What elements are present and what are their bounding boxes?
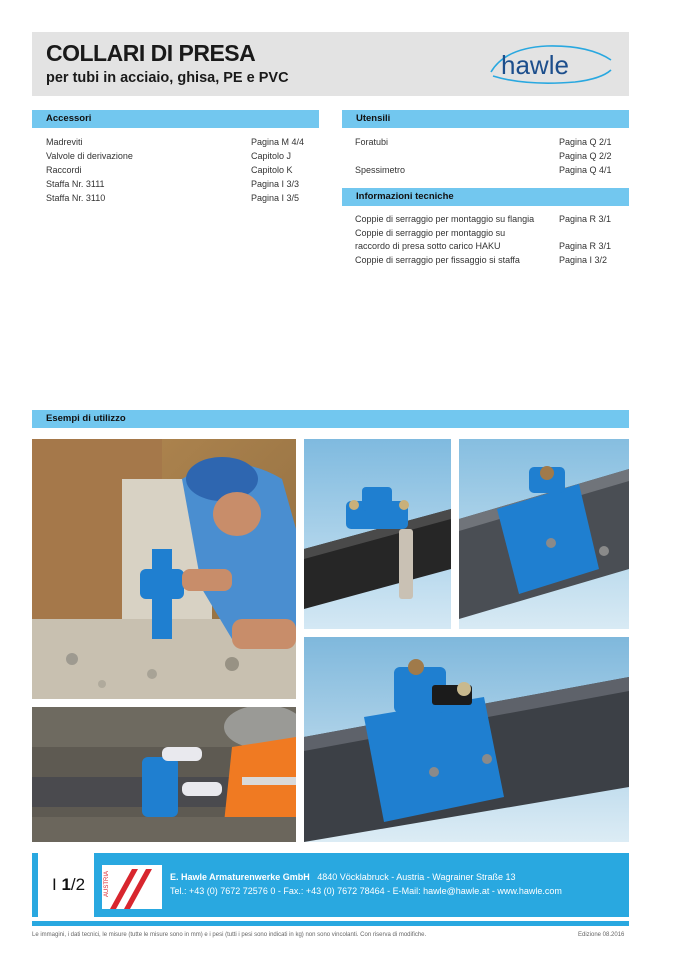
page-subtitle: per tubi in acciaio, ghisa, PE e PVC (46, 70, 289, 86)
utensili-ref-1: Pagina Q 2/2 (559, 151, 612, 161)
accessori-ref-0: Pagina M 4/4 (251, 137, 305, 147)
info-ref-0: Pagina R 3/1 (559, 214, 612, 224)
info-label-1: Coppie di serraggio per montaggio su (355, 228, 506, 238)
photo-trench-installation (32, 439, 296, 699)
info-label-2: raccordo di presa sotto carico HAKU (355, 241, 501, 251)
page-number-box (32, 853, 94, 917)
info-ref-3: Pagina I 3/2 (559, 255, 608, 265)
accessori-ref-2: Capitolo K (251, 165, 293, 175)
info-label-0: Coppie di serraggio per montaggio su flangia (355, 214, 535, 224)
accessori-ref-4: Pagina I 3/5 (251, 193, 300, 203)
footer-disclaimer: Le immagini, i dati tecnici, le misure (tutte le misure sono in mm) e i pesi (tutti i pesi sono indicati in kg) non sono vincolanti. Con riserva di modifiche. (32, 932, 427, 938)
section-bar-accessori: Accessori (32, 110, 319, 128)
logo-wordmark: hawle (501, 50, 569, 80)
footer-company-line: E. Hawle Armaturenwerke GmbH 4840 Vöcklabruck - Austria - Wagrainer Straße 13 (170, 872, 516, 882)
page-number: I 1/2 (52, 875, 86, 894)
accessori-label-1: Valvole di derivazione (46, 151, 133, 161)
utensili-ref-0: Pagina Q 2/1 (559, 137, 612, 147)
section-bar-info: Informazioni tecniche (342, 188, 629, 206)
photo-collar-grey-pipe (459, 439, 629, 629)
utensili-label-2: Spessimetro (355, 165, 406, 175)
hawle-austria-mark (102, 865, 162, 909)
photo-pipe-tapping (32, 707, 296, 842)
photo-collar-with-valve (304, 637, 629, 842)
accessori-label-4: Staffa Nr. 3110 (46, 193, 106, 203)
info-label-3: Coppie di serraggio per fissaggio si staffa (355, 255, 520, 265)
austria-label: AUSTRIA (104, 870, 110, 897)
accessori-label-0: Madreviti (46, 137, 83, 147)
hawle-logo (485, 42, 615, 86)
photo-collar-strap (304, 439, 451, 629)
utensili-label-0: Foratubi (355, 137, 389, 147)
info-ref-2: Pagina R 3/1 (559, 241, 612, 251)
accessori-ref-1: Capitolo J (251, 151, 292, 161)
page-title: COLLARI DI PRESA (46, 40, 256, 66)
header-banner (32, 32, 629, 96)
utensili-ref-2: Pagina Q 4/1 (559, 165, 612, 175)
accessori-label-3: Staffa Nr. 3111 (46, 179, 105, 189)
section-bar-esempi: Esempi di utilizzo (32, 410, 629, 428)
accessori-ref-3: Pagina I 3/3 (251, 179, 300, 189)
footer-contacts: Tel.: +43 (0) 7672 72576 0 - Fax.: +43 (0) 7672 78464 - E-Mail: hawle@hawle.at - www.hawle.com (170, 886, 562, 896)
footer-edition: Edizione 08.2016 (578, 932, 625, 938)
footer-strip (32, 921, 629, 926)
accessori-label-2: Raccordi (46, 165, 82, 175)
section-bar-utensili: Utensili (342, 110, 629, 128)
footer-banner (32, 853, 629, 917)
